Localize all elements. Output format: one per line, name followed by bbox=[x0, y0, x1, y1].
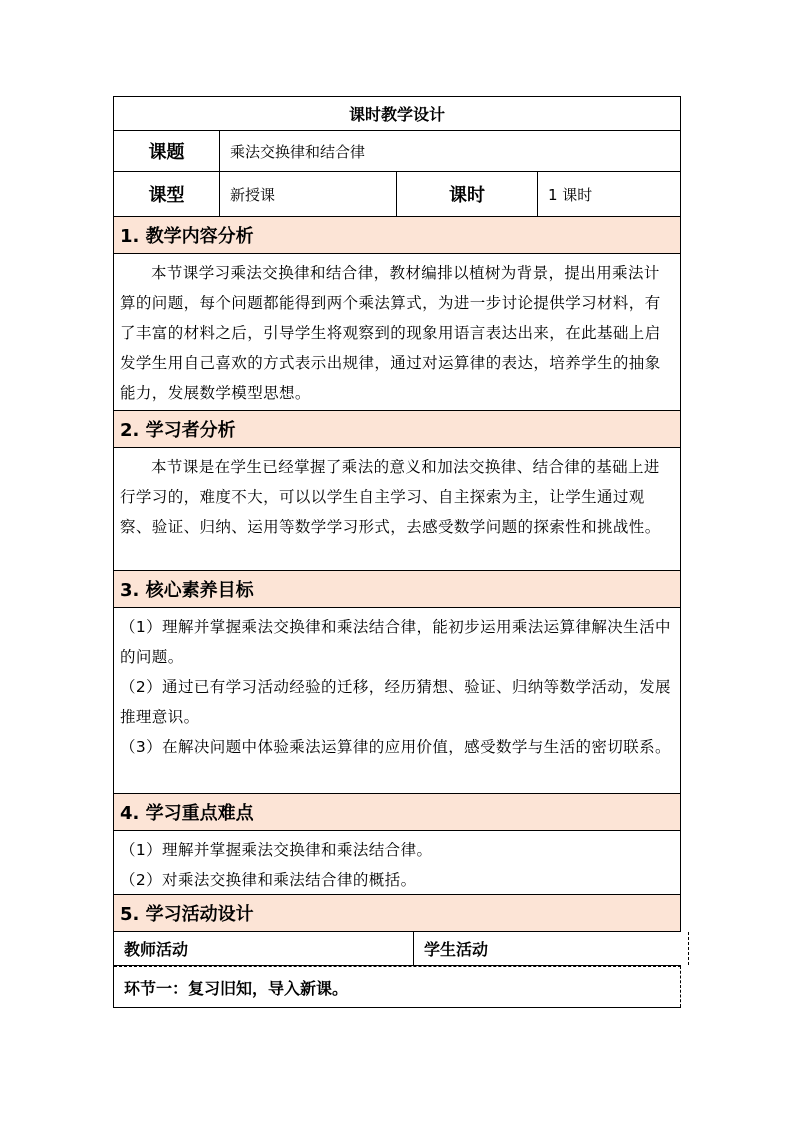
section-2-heading: 2. 学习者分析 bbox=[114, 411, 680, 447]
section-4-heading: 4. 学习重点难点 bbox=[114, 794, 680, 830]
title-row bbox=[113, 96, 681, 131]
type-row bbox=[113, 172, 681, 217]
activity-header-row bbox=[113, 932, 681, 966]
section-1-heading: 1. 教学内容分析 bbox=[114, 217, 680, 253]
key-point-item: （2）对乘法交换律和乘法结合律的概括。 bbox=[120, 871, 417, 889]
section-2-text: 本节课是在学生已经掌握了乘法的意义和加法交换律、结合律的基础上进行学习的，难度不大，可以以学生自主学习、自主探索为主，让学生通过观察、验证、归纳、运用等数学学习形式，去感受数学问题的探索性和挑战性。 bbox=[120, 458, 661, 536]
section-2-body bbox=[113, 448, 681, 571]
teacher-activity-header: 教师活动 bbox=[114, 932, 414, 965]
lesson-type-label: 课型 bbox=[114, 172, 220, 216]
goal-item: （1）理解并掌握乘法交换律和乘法结合律，能初步运用乘法运算律解决生活中的问题。 bbox=[120, 618, 671, 666]
section-5-header bbox=[113, 895, 681, 932]
topic-row bbox=[113, 131, 681, 172]
section-3-body bbox=[113, 608, 681, 794]
topic-label: 课题 bbox=[114, 131, 220, 171]
lesson-plan-document bbox=[113, 96, 681, 1008]
hours-value: 1 课时 bbox=[548, 185, 593, 204]
goal-item: （3）在解决问题中体验乘法运算律的应用价值，感受数学与生活的密切联系。 bbox=[120, 738, 671, 756]
step-row bbox=[113, 966, 681, 1008]
section-1-body bbox=[113, 254, 681, 411]
student-activity-header: 学生活动 bbox=[414, 932, 689, 965]
step-1-text: 环节一：复习旧知，导入新课。 bbox=[114, 966, 681, 1007]
lesson-type-value: 新授课 bbox=[220, 172, 397, 216]
section-5-heading: 5. 学习活动设计 bbox=[114, 895, 680, 931]
goal-item: （2）通过已有学习活动经验的迁移，经历猜想、验证、归纳等数学活动，发展推理意识。 bbox=[120, 678, 671, 726]
section-4-body bbox=[113, 831, 681, 895]
section-2-header bbox=[113, 411, 681, 448]
key-point-item: （1）理解并掌握乘法交换律和乘法结合律。 bbox=[120, 841, 433, 859]
section-3-heading: 3. 核心素养目标 bbox=[114, 571, 680, 607]
topic-value: 乘法交换律和结合律 bbox=[230, 142, 366, 161]
document-title: 课时教学设计 bbox=[348, 105, 445, 124]
section-3-header bbox=[113, 571, 681, 608]
section-1-header bbox=[113, 217, 681, 254]
section-4-header bbox=[113, 794, 681, 831]
hours-label: 课时 bbox=[397, 172, 538, 216]
section-1-text: 本节课学习乘法交换律和结合律，教材编排以植树为背景，提出用乘法计算的问题，每个问题都能得到两个乘法算式，为进一步讨论提供学习材料，有了丰富的材料之后，引导学生将观察到的现象用语言表达出来，在此基础上启发学生用自己喜欢的方式表示出规律，通过对运算律的表达，培养学生的抽象能力，发展数学模型思想。 bbox=[120, 264, 661, 402]
